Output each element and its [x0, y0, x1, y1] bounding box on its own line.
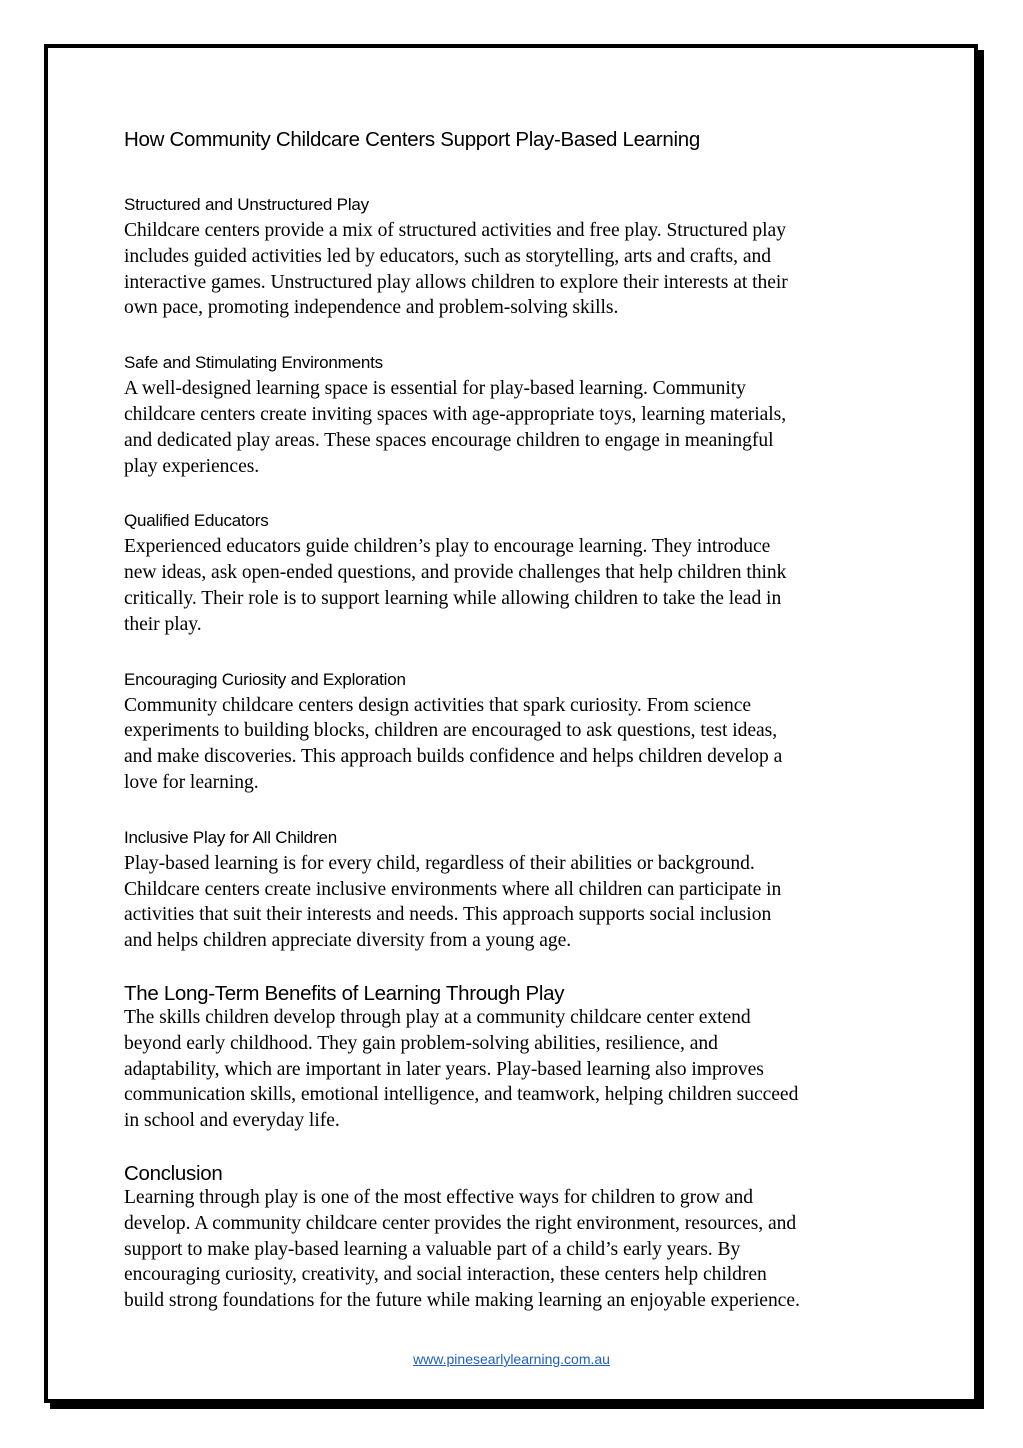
paragraph-line: their play.	[124, 613, 202, 635]
paragraph-line: activities that suit their interests and needs. This approach supports social inclusion	[124, 904, 772, 926]
section-qualified-educators	[124, 509, 924, 637]
paragraph-line: critically. Their role is to support learning while allowing children to take the lead in	[124, 587, 782, 609]
section-paragraph	[124, 534, 924, 637]
document-content	[124, 126, 924, 1314]
paragraph-line: beyond early childhood. They gain problem-solving abilities, resilience, and	[124, 1032, 718, 1054]
section-paragraph	[124, 693, 924, 796]
paragraph-line: in school and everyday life.	[124, 1110, 340, 1132]
paragraph-line: new ideas, ask open-ended questions, and provide challenges that help children think	[124, 562, 787, 584]
paragraph-line: communication skills, emotional intelligence, and teamwork, helping children succeed	[124, 1084, 799, 1106]
section-heading: Structured and Unstructured Play	[124, 195, 369, 214]
paragraph-line: The skills children develop through play at a community childcare center extend	[124, 1006, 751, 1028]
section-structured-play	[124, 193, 924, 321]
section-heading: Conclusion	[124, 1161, 223, 1185]
paragraph-line: Play-based learning is for every child, regardless of their abilities or background.	[124, 852, 755, 874]
paragraph-line: develop. A community childcare center provides the right environment, resources, and	[124, 1212, 797, 1234]
paragraph-line: childcare centers create inviting spaces with age-appropriate toys, learning materials,	[124, 403, 787, 425]
paragraph-line: experiments to building blocks, children are encouraged to ask questions, test ideas,	[124, 720, 778, 742]
section-paragraph	[124, 376, 924, 479]
website-link[interactable]: www.pinesearlylearning.com.au	[413, 1351, 610, 1367]
paragraph-line: and dedicated play areas. These spaces encourage children to engage in meaningful	[124, 429, 774, 451]
paragraph-line: and make discoveries. This approach builds confidence and helps children develop a	[124, 746, 783, 768]
paragraph-line: build strong foundations for the future while making learning an enjoyable experience.	[124, 1290, 800, 1312]
paragraph-line: Community childcare centers design activities that spark curiosity. From science	[124, 694, 751, 716]
section-paragraph	[124, 851, 924, 954]
paragraph-line: Childcare centers create inclusive environments where all children can participate in	[124, 878, 782, 900]
section-heading: Safe and Stimulating Environments	[124, 353, 383, 373]
section-paragraph	[124, 1005, 924, 1134]
paragraph-line: adaptability, which are important in later years. Play-based learning also improves	[124, 1058, 764, 1080]
paragraph-line: A well-designed learning space is essential for play-based learning. Community	[124, 378, 746, 400]
section-long-term-benefits	[124, 980, 924, 1134]
document-title: How Community Childcare Centers Support Play-Based Learning	[124, 128, 700, 151]
section-heading: Qualified Educators	[124, 511, 269, 531]
paragraph-line: support to make play-based learning a valuable part of a child’s early years. By	[124, 1238, 741, 1260]
section-heading: Encouraging Curiosity and Exploration	[124, 669, 406, 689]
paragraph-line: own pace, promoting independence and problem-solving skills.	[124, 297, 619, 319]
section-paragraph	[124, 1185, 924, 1314]
section-heading: Inclusive Play for All Children	[124, 827, 338, 847]
paragraph-line: Learning through play is one of the most effective ways for children to grow and	[124, 1186, 753, 1208]
paragraph-line: Childcare centers provide a mix of structured activities and free play. Structured play	[124, 220, 786, 241]
paragraph-line: and helps children appreciate diversity from a young age.	[124, 930, 572, 952]
paragraph-line: includes guided activities led by educators, such as storytelling, arts and crafts, and	[124, 245, 771, 267]
section-heading: The Long-Term Benefits of Learning Through Play	[124, 981, 565, 1005]
section-paragraph	[124, 218, 924, 321]
section-inclusive-play	[124, 826, 924, 954]
paragraph-line: interactive games. Unstructured play allows children to explore their interests at their	[124, 271, 788, 293]
section-safe-environments	[124, 351, 924, 479]
paragraph-line: encouraging curiosity, creativity, and social interaction, these centers help children	[124, 1264, 767, 1286]
paragraph-line: love for learning.	[124, 771, 259, 793]
paragraph-line: play experiences.	[124, 455, 260, 477]
paragraph-line: Experienced educators guide children’s play to encourage learning. They introduce	[124, 536, 771, 558]
section-curiosity-exploration	[124, 668, 924, 796]
section-conclusion	[124, 1160, 924, 1314]
